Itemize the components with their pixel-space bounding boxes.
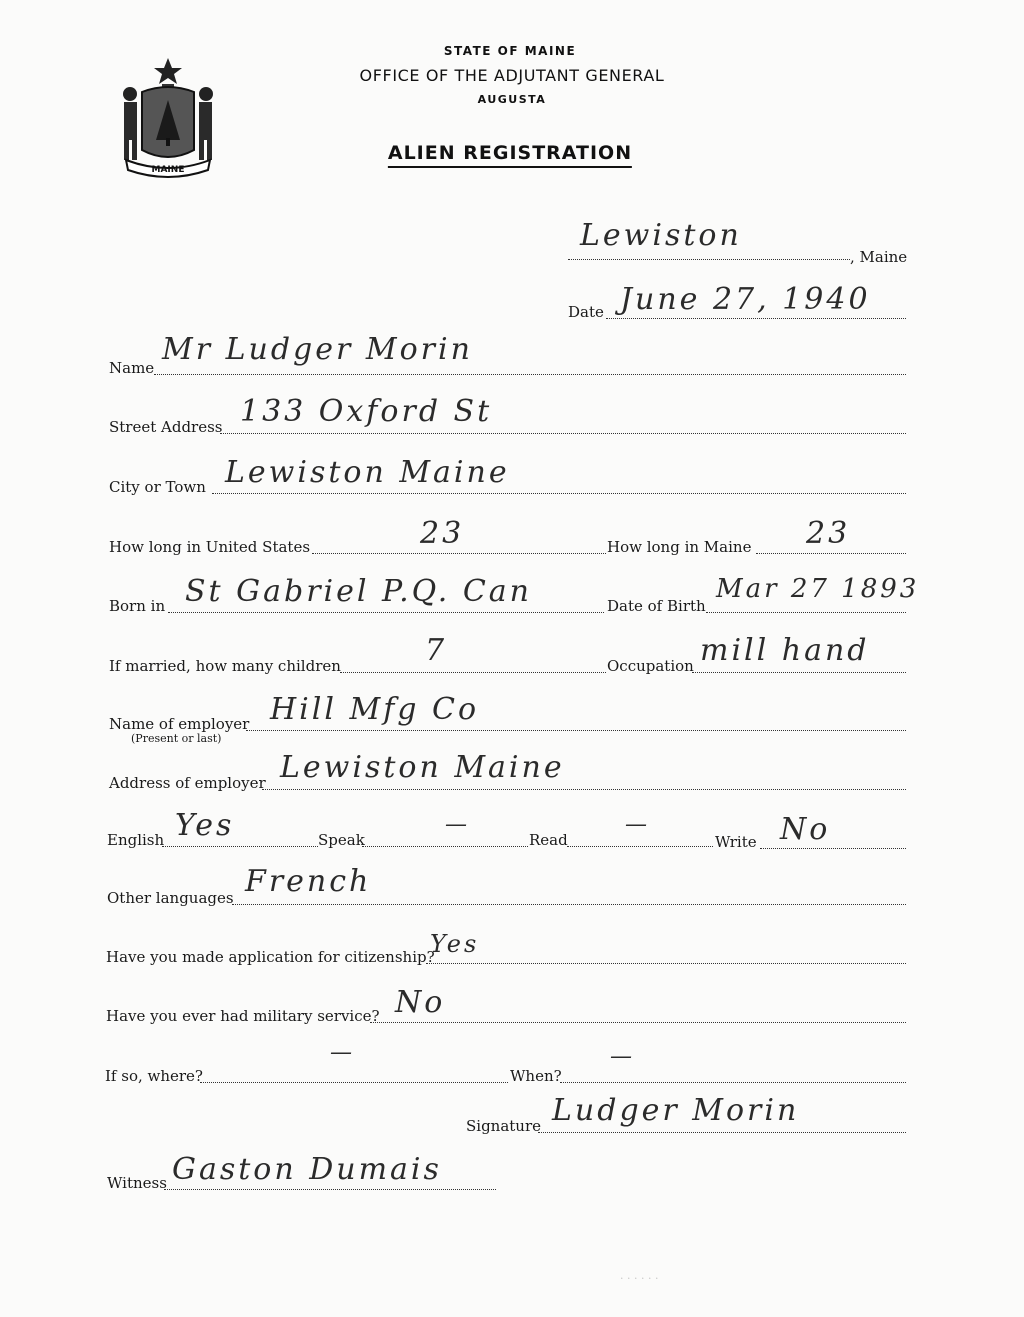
employer-sublabel: (Present or last)	[131, 732, 222, 745]
seal-text: MAINE	[151, 165, 185, 175]
how-long-us-value: 23	[420, 516, 465, 551]
how-long-us-line	[312, 553, 606, 554]
read-label: Read	[529, 831, 568, 849]
write-label: Write	[715, 833, 757, 851]
write-line	[760, 848, 906, 849]
other-lang-line	[232, 904, 906, 905]
other-lang-value: French	[245, 864, 372, 899]
speak-line	[362, 846, 528, 847]
how-long-us-label: How long in United States	[109, 538, 311, 556]
children-line	[340, 672, 606, 673]
place-line	[568, 259, 850, 260]
read-value: —	[625, 812, 650, 837]
name-value: Mr Ludger Morin	[162, 332, 473, 367]
occupation-label: Occupation	[607, 657, 694, 675]
born-in-label: Born in	[109, 597, 166, 615]
citizenship-line	[426, 963, 906, 964]
when-value: —	[610, 1044, 635, 1069]
employer-addr-label: Address of employer	[109, 774, 266, 792]
citizenship-value: Yes	[430, 930, 480, 958]
read-line	[567, 846, 713, 847]
how-long-me-line	[756, 553, 906, 554]
employer-addr-value: Lewiston Maine	[280, 750, 565, 785]
date-label: Date	[568, 303, 604, 321]
name-label: Name	[109, 359, 155, 377]
state-heading: STATE OF MAINE	[443, 44, 577, 58]
employer-addr-line	[262, 789, 906, 790]
english-value: Yes	[175, 808, 235, 843]
dob-value: Mar 27 1893	[716, 574, 920, 604]
children-value: 7	[425, 633, 448, 668]
street-line	[220, 433, 906, 434]
military-label: Have you ever had military service?	[106, 1007, 380, 1025]
when-label: When?	[510, 1067, 562, 1085]
dob-line	[706, 612, 906, 613]
children-label: If married, how many children	[109, 657, 341, 675]
signature-line	[538, 1132, 906, 1133]
citizenship-label: Have you made application for citizenship?	[106, 948, 435, 966]
how-long-me-value: 23	[806, 516, 851, 551]
military-line	[370, 1022, 906, 1023]
city-line	[212, 493, 906, 494]
street-label: Street Address	[109, 418, 223, 436]
witness-line	[164, 1189, 496, 1190]
speak-value: —	[445, 812, 470, 837]
witness-value: Gaston Dumais	[172, 1152, 442, 1187]
witness-label: Witness	[107, 1174, 167, 1192]
office-heading: OFFICE OF THE ADJUTANT GENERAL	[359, 66, 665, 85]
where-value: —	[330, 1040, 355, 1065]
when-line	[560, 1082, 906, 1083]
city-heading: AUGUSTA	[477, 93, 547, 106]
city-value: Lewiston Maine	[225, 455, 510, 490]
place-suffix: , Maine	[850, 248, 908, 266]
where-label: If so, where?	[105, 1067, 203, 1085]
signature-label: Signature	[466, 1117, 542, 1135]
english-line	[162, 846, 318, 847]
write-value: No	[780, 812, 831, 847]
name-line	[154, 374, 906, 375]
employer-line	[246, 730, 906, 731]
occupation-value: mill hand	[700, 633, 870, 668]
form-title: ALIEN REGISTRATION	[388, 142, 632, 168]
street-value: 133 Oxford St	[240, 394, 493, 429]
born-in-line	[168, 612, 604, 613]
date-value: June 27, 1940	[620, 282, 871, 317]
dob-label: Date of Birth	[607, 597, 706, 615]
other-lang-label: Other languages	[107, 889, 234, 907]
place-value: Lewiston	[580, 218, 742, 253]
occupation-line	[692, 672, 906, 673]
born-in-value: St Gabriel P.Q. Can	[185, 574, 532, 609]
speak-label: Speak	[318, 831, 365, 849]
english-label: English	[107, 831, 165, 849]
city-label: City or Town	[109, 478, 206, 496]
military-value: No	[395, 985, 446, 1020]
employer-value: Hill Mfg Co	[270, 692, 480, 727]
where-line	[200, 1082, 508, 1083]
signature-value: Ludger Morin	[552, 1093, 800, 1128]
date-line	[606, 318, 906, 319]
how-long-me-label: How long in Maine	[607, 538, 752, 556]
paper-mark: · · · · · ·	[620, 1272, 659, 1285]
employer-label: Name of employer	[109, 715, 250, 733]
